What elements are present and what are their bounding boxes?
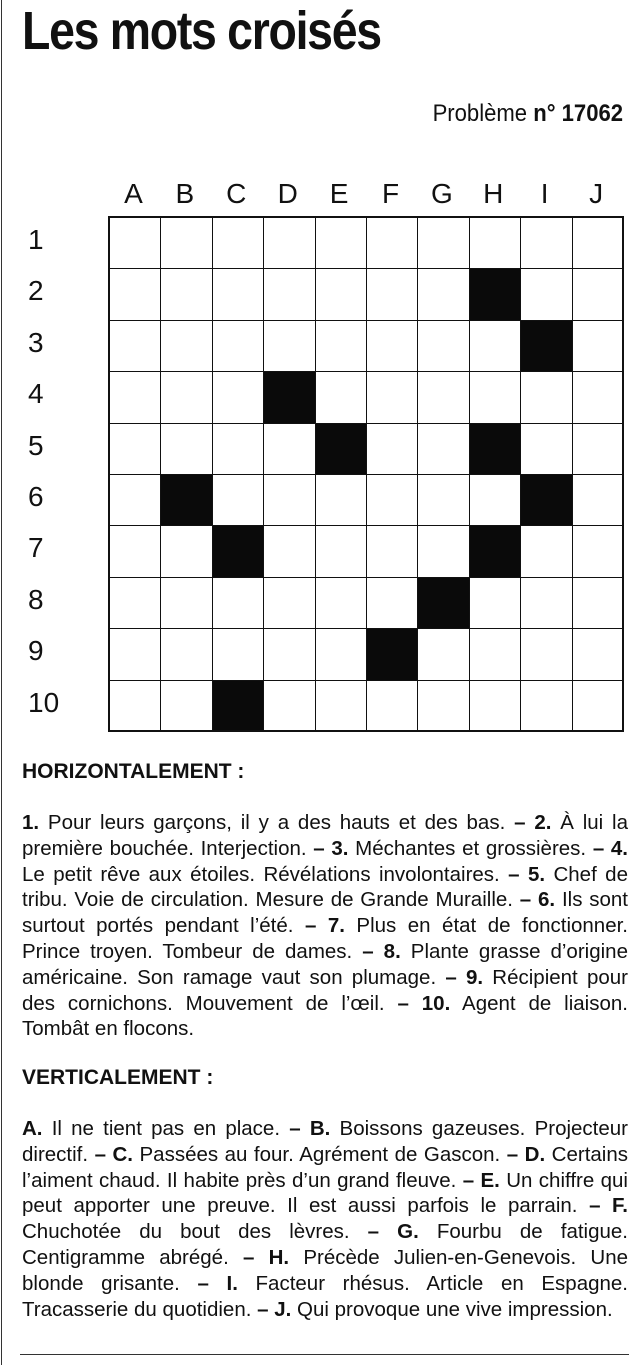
grid-cell-d3[interactable]: [264, 321, 315, 372]
row-label-4: 4: [28, 378, 44, 410]
grid-cell-j8[interactable]: [573, 578, 622, 629]
horizontal-clue-key: – 10.: [397, 991, 451, 1015]
grid-cell-d2[interactable]: [264, 269, 315, 320]
grid-cell-j6[interactable]: [573, 475, 622, 526]
black-cell-h2: [470, 269, 521, 320]
grid-cell-d5[interactable]: [264, 424, 315, 475]
horizontal-clue-key: 1.: [22, 811, 40, 834]
vertical-clue: [257, 1298, 613, 1321]
horizontal-clue-text: À lui la première bouchée. Interjection.: [22, 811, 628, 860]
vertical-clue-text: Facteur rhésus. Article en Espagne. Tracasserie du quotidien.: [22, 1271, 629, 1321]
horizontal-clues: [22, 810, 628, 1042]
vertical-clues: [22, 1116, 628, 1322]
grid-cell-a10[interactable]: [110, 681, 161, 730]
column-label-h: H: [483, 178, 504, 209]
column-labels: [108, 178, 624, 214]
grid-cell-e9[interactable]: [316, 629, 367, 680]
grid-cell-a2[interactable]: [110, 269, 161, 320]
grid-cell-c5[interactable]: [213, 424, 264, 475]
black-cell-f9: [367, 629, 418, 680]
grid-cell-g4[interactable]: [418, 372, 469, 423]
vertical-clue-key: – I.: [197, 1271, 238, 1295]
column-label-g: G: [431, 178, 453, 209]
horizontal-clue-text: Pour leurs garçons, il y a des hauts et des bas.: [39, 811, 506, 834]
grid-cell-j3[interactable]: [573, 321, 622, 372]
horizontal-clue-key: – 7.: [304, 914, 345, 938]
grid-cell-b5[interactable]: [161, 424, 212, 475]
grid-cell-c8[interactable]: [213, 578, 264, 629]
horizontal-clue-key: – 3.: [313, 836, 349, 860]
grid-cell-a6[interactable]: [110, 475, 161, 526]
grid-cell-f3[interactable]: [367, 321, 418, 372]
horizontal-clue-text: Plus en état de fonctionner. Prince troyen. Tombeur de dames.: [22, 914, 628, 963]
grid-cell-i7[interactable]: [521, 526, 572, 577]
vertical-clue-key: – C.: [94, 1142, 133, 1166]
grid-cell-b1[interactable]: [161, 218, 212, 269]
row-label-2: 2: [28, 275, 44, 307]
column-label-j: J: [589, 178, 604, 209]
vertical-clue-text: Fourbu de fatigue. Centigramme abrégé.: [22, 1220, 628, 1269]
column-label-i: I: [540, 178, 549, 209]
grid-cell-e6[interactable]: [316, 475, 367, 526]
grid-cell-f5[interactable]: [367, 424, 418, 475]
grid-cell-i2[interactable]: [521, 269, 572, 320]
column-label-b: B: [175, 178, 195, 209]
grid-cell-j2[interactable]: [573, 269, 622, 320]
vertical-clue-text: Passées au four. Agrément de Gascon.: [133, 1142, 501, 1166]
grid-cell-b8[interactable]: [161, 578, 212, 629]
grid-cell-d7[interactable]: [264, 526, 315, 577]
row-label-8: 8: [28, 583, 44, 615]
grid-cell-e7[interactable]: [316, 526, 367, 577]
black-cell-i3: [521, 321, 572, 372]
problem-number-value: n° 17062: [533, 100, 623, 127]
horizontal-heading: HORIZONTALEMENT :: [22, 760, 245, 783]
row-label-6: 6: [28, 481, 44, 512]
horizontal-clue: [22, 811, 505, 834]
grid-cell-g5[interactable]: [418, 424, 469, 475]
grid-cell-e1[interactable]: [316, 218, 367, 269]
horizontal-clue-text: Le petit rêve aux étoiles. Révélations involontaires.: [22, 862, 500, 886]
row-labels: [14, 216, 74, 732]
grid-cell-d1[interactable]: [264, 218, 315, 269]
grid-cell-b4[interactable]: [161, 372, 212, 423]
grid-cell-d8[interactable]: [264, 578, 315, 629]
grid-cell-a8[interactable]: [110, 578, 161, 629]
vertical-clue-text: Chuchotée du bout des lèvres.: [22, 1220, 350, 1244]
grid-cell-j1[interactable]: [573, 218, 622, 269]
column-label-c: C: [226, 178, 247, 209]
grid-cell-g1[interactable]: [418, 218, 469, 269]
vertical-clue-key: – D.: [506, 1142, 546, 1166]
grid-cell-i8[interactable]: [521, 578, 572, 629]
grid-cell-i1[interactable]: [521, 218, 572, 269]
row-label-1: 1: [28, 224, 44, 255]
grid-cell-c2[interactable]: [213, 269, 264, 320]
vertical-heading: VERTICALEMENT :: [22, 1066, 214, 1089]
grid-cell-g6[interactable]: [418, 475, 469, 526]
row-label-3: 3: [28, 326, 44, 358]
grid-cell-b3[interactable]: [161, 321, 212, 372]
grid-cell-h9[interactable]: [470, 629, 521, 680]
grid-cell-h3[interactable]: [470, 321, 521, 372]
vertical-clue-text: Il ne tient pas en place.: [42, 1117, 281, 1140]
horizontal-clue-key: – 8.: [362, 939, 401, 963]
grid-cell-i4[interactable]: [521, 372, 572, 423]
horizontal-clue-key: – 6.: [519, 888, 556, 912]
grid-cell-e4[interactable]: [316, 372, 367, 423]
black-cell-i6: [521, 475, 572, 526]
black-cell-c10: [213, 681, 264, 730]
vertical-clue-text: Précède Julien-en-Genevois. Une blonde grisante.: [22, 1245, 628, 1295]
row-label-9: 9: [28, 635, 44, 667]
grid-cell-a1[interactable]: [110, 218, 161, 269]
grid-cell-h1[interactable]: [470, 218, 521, 269]
vertical-clue-key: A.: [22, 1117, 43, 1140]
grid-cell-c6[interactable]: [213, 475, 264, 526]
grid-cell-f7[interactable]: [367, 526, 418, 577]
horizontal-clue-text: Chef de tribu. Voie de circulation. Mesure de Grande Muraille.: [22, 862, 628, 912]
grid-cell-j7[interactable]: [573, 526, 622, 577]
grid-cell-f6[interactable]: [367, 475, 418, 526]
vertical-clue-key: – H.: [243, 1245, 290, 1269]
black-cell-h5: [470, 424, 521, 475]
grid-cell-d10[interactable]: [264, 681, 315, 730]
grid-cell-b10[interactable]: [161, 681, 212, 730]
column-label-e: E: [329, 178, 349, 209]
horizontal-clue-text: Plante grasse d’origine américaine. Son ramage vaut son plumage.: [22, 939, 628, 989]
column-label-d: D: [277, 178, 298, 209]
grid-cell-i9[interactable]: [521, 629, 572, 680]
grid-cell-h10[interactable]: [470, 681, 521, 730]
horizontal-clue: [313, 837, 586, 860]
horizontal-clue-key: – 9.: [445, 965, 484, 989]
grid-cell-a3[interactable]: [110, 321, 161, 372]
black-cell-b6: [161, 475, 212, 526]
grid-cell-i10[interactable]: [521, 681, 572, 730]
column-label-f: F: [381, 178, 400, 209]
horizontal-clue-text: Récipient pour des cornichons. Mouvement de l’œil.: [22, 965, 628, 1015]
grid-cell-b7[interactable]: [161, 526, 212, 577]
problem-number: [433, 100, 623, 128]
vertical-clue-key: – J.: [257, 1297, 292, 1321]
black-cell-e5: [316, 424, 367, 475]
grid-cell-j4[interactable]: [573, 372, 622, 423]
grid-cell-f4[interactable]: [367, 372, 418, 423]
black-cell-c7: [213, 526, 264, 577]
black-cell-g8: [418, 578, 469, 629]
grid-cell-a4[interactable]: [110, 372, 161, 423]
row-label-7: 7: [28, 532, 44, 564]
page-title: Les mots croisés: [22, 1, 381, 61]
horizontal-clue-text: Méchantes et grossières.: [348, 836, 587, 860]
grid-cell-f1[interactable]: [367, 218, 418, 269]
row-label-10: 10: [28, 686, 60, 718]
grid-cell-e2[interactable]: [316, 269, 367, 320]
row-label-5: 5: [28, 429, 44, 461]
grid-cell-c1[interactable]: [213, 218, 264, 269]
grid-cell-d9[interactable]: [264, 629, 315, 680]
vertical-clue-key: – G.: [367, 1220, 419, 1244]
grid-cell-c3[interactable]: [213, 321, 264, 372]
grid-cell-e8[interactable]: [316, 578, 367, 629]
grid-cell-j9[interactable]: [573, 629, 622, 680]
grid-cell-c9[interactable]: [213, 629, 264, 680]
horizontal-clue-key: – 4.: [592, 836, 628, 860]
grid-cell-f2[interactable]: [367, 269, 418, 320]
grid-cell-e10[interactable]: [316, 681, 367, 730]
vertical-clue-text: Un chiffre qui peut apporter une preuve. Il est aussi parfois le parrain.: [22, 1168, 628, 1218]
horizontal-clue-key: – 5.: [508, 862, 546, 886]
grid-cell-f10[interactable]: [367, 681, 418, 730]
grid-cell-h6[interactable]: [470, 475, 521, 526]
bottom-rule: [20, 1354, 629, 1355]
grid-cell-j5[interactable]: [573, 424, 622, 475]
crossword-grid[interactable]: [108, 216, 624, 732]
column-label-a: A: [124, 178, 143, 209]
horizontal-clue-text: Ils sont surtout portés pendant l’été.: [22, 888, 629, 938]
vertical-clue-text: Certains l’aiment chaud. Il habite près d’un grand fleuve.: [22, 1142, 628, 1192]
horizontal-clue-text: Agent de liaison. Tombât en flocons.: [22, 991, 628, 1041]
grid-cell-i5[interactable]: [521, 424, 572, 475]
grid-cell-b9[interactable]: [161, 629, 212, 680]
vertical-clue-text: Boissons gazeuses. Projecteur directif.: [22, 1117, 628, 1166]
problem-label: Problème: [432, 100, 528, 127]
grid-cell-b2[interactable]: [161, 269, 212, 320]
left-border-rule: [1, 0, 2, 1365]
vertical-clue: [22, 1117, 280, 1140]
black-cell-h7: [470, 526, 521, 577]
grid-cell-a9[interactable]: [110, 629, 161, 680]
grid-cell-d6[interactable]: [264, 475, 315, 526]
black-cell-d4: [264, 372, 315, 423]
vertical-clue: [95, 1143, 501, 1166]
grid-cell-h4[interactable]: [470, 372, 521, 423]
grid-cell-e3[interactable]: [316, 321, 367, 372]
vertical-clue-key: – B.: [289, 1117, 331, 1140]
vertical-clue-key: – E.: [462, 1168, 500, 1192]
grid-cell-g10[interactable]: [418, 681, 469, 730]
grid-cell-c4[interactable]: [213, 372, 264, 423]
grid-cell-f8[interactable]: [367, 578, 418, 629]
grid-cell-j10[interactable]: [573, 681, 622, 730]
grid-cell-g9[interactable]: [418, 629, 469, 680]
vertical-clue-key: – F.: [589, 1194, 628, 1218]
vertical-clue-text: Qui provoque une vive impression.: [291, 1297, 613, 1321]
grid-cell-h8[interactable]: [470, 578, 521, 629]
grid-cell-a5[interactable]: [110, 424, 161, 475]
grid-cell-g3[interactable]: [418, 321, 469, 372]
grid-cell-g7[interactable]: [418, 526, 469, 577]
grid-cell-a7[interactable]: [110, 526, 161, 577]
horizontal-clue-key: – 2.: [514, 811, 552, 834]
grid-cell-g2[interactable]: [418, 269, 469, 320]
